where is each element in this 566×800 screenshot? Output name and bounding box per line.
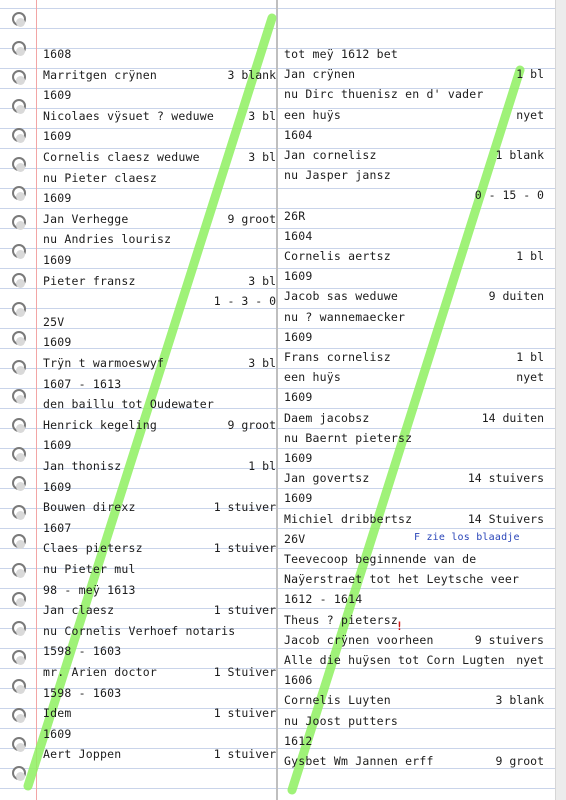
entry-text: Jan govertsz <box>284 471 370 486</box>
entry-amount: 14 Stuivers <box>467 511 544 526</box>
entry-amount: 3 bl <box>248 108 276 123</box>
entry-text: 1598 - 1603 <box>43 644 122 659</box>
entry-text: Jan claesz <box>43 603 115 618</box>
entry-amount: 1 bl <box>516 350 544 364</box>
entry-amount: 1 stuiver <box>213 706 276 721</box>
entry-text: 1612 <box>284 733 313 748</box>
entry-text: 1612 - 1614 <box>284 592 363 607</box>
entry-amount: 9 stuivers <box>474 632 544 647</box>
entry-amount: 9 duiten <box>488 289 544 304</box>
entry-text: Gysbet Wm Jannen erff <box>284 754 434 768</box>
entry-amount: 1 stuiver <box>213 500 276 515</box>
entry-text: 1609 <box>284 269 313 284</box>
entry-amount: 3 blank <box>495 693 544 708</box>
entry-text: 1609 <box>43 129 72 144</box>
entry-text: Jacob sas weduwe <box>284 289 398 304</box>
entry-text: nu Dirc thuenisz en d' vader <box>284 87 484 102</box>
entry-text: 25V <box>43 314 65 329</box>
entry-text: 1606 <box>284 673 313 688</box>
entry-amount: 9 groot <box>495 754 544 768</box>
entry-text: Nicolaes vÿsuet ? weduwe <box>43 108 214 123</box>
entry-text: een huÿs <box>284 107 341 122</box>
entry-amount: nyet <box>516 653 544 667</box>
entry-text: nu Pieter claesz <box>43 170 157 185</box>
entry-text: Aert Joppen <box>43 747 122 762</box>
entry-text: Idem <box>43 706 72 721</box>
entry-amount: 3 bl <box>248 273 276 288</box>
entry-text: 1609 <box>43 438 72 453</box>
entry-text: 1609 <box>284 451 313 465</box>
entry-text: 1609 <box>43 479 72 494</box>
entry-text: 26V <box>284 531 306 546</box>
entry-amount: 14 stuivers <box>467 471 544 486</box>
entry-amount: 1 blank <box>495 148 544 162</box>
entry-amount: 9 groot <box>227 211 276 226</box>
entry-text: Michiel dribbertsz <box>284 511 413 526</box>
entry-text: Jan cornelisz <box>284 148 377 162</box>
entry-text: Teevecoop beginnende van de <box>284 552 477 566</box>
entry-text: Cornelis Luyten <box>284 693 391 708</box>
entry-text: Daem jacobsz <box>284 410 370 425</box>
entry-amount: 1 bl <box>516 67 544 82</box>
entry-amount: 3 blank <box>227 67 276 82</box>
entry-text: Jan Verhegge <box>43 211 129 226</box>
entry-amount: 0 - 15 - 0 <box>474 188 544 203</box>
side-note-blue: F zie los blaadje <box>414 532 520 543</box>
entry-amount: 1 stuiver <box>213 747 276 762</box>
entry-text: Frans cornelisz <box>284 350 391 364</box>
entry-text: Theus ? pietersz <box>284 612 398 627</box>
entry-text: 1607 - 1613 <box>43 376 122 391</box>
entry-text: 1609 <box>284 491 313 506</box>
entry-text: Henrick kegeling <box>43 417 157 432</box>
entry-text: nu Joost putters <box>284 713 398 728</box>
entry-text: Jan thonisz <box>43 459 122 473</box>
entry-amount: 3 bl <box>248 356 276 370</box>
entry-text: 26R <box>284 208 306 223</box>
entry-amount: nyet <box>516 370 544 385</box>
entry-text: een huÿs <box>284 370 341 385</box>
entry-text: Marritgen crÿnen <box>43 67 157 82</box>
entry-text: 1609 <box>284 390 313 405</box>
entry-text: Jan crÿnen <box>284 67 356 82</box>
entry-text: nu Jasper jansz <box>284 168 391 183</box>
entry-text: 1609 <box>43 88 72 103</box>
entry-text: Alle die huÿsen tot Corn Lugten <box>284 653 505 667</box>
entry-amount: 1 stuiver <box>213 603 276 618</box>
entry-text: 1609 <box>284 329 313 344</box>
entry-amount: 1 bl <box>248 459 276 473</box>
exclamation-mark: ! <box>396 619 404 633</box>
entry-amount: 14 duiten <box>481 410 544 425</box>
entry-amount: 1 - 3 - 0 <box>213 294 276 309</box>
entry-text: 98 - meÿ 1613 <box>43 582 136 597</box>
entry-amount: 1 bl <box>516 249 544 263</box>
entry-text: den baillu tot Oudewater <box>43 397 214 412</box>
entry-text: nu Pieter mul <box>43 562 136 576</box>
entry-text: nu Baernt pietersz <box>284 430 413 445</box>
entry-text: 1598 - 1603 <box>43 685 122 700</box>
entry-text: 1609 <box>43 253 72 267</box>
entry-text: 1604 <box>284 228 313 243</box>
entry-text: Claes pietersz <box>43 541 143 556</box>
entry-amount: 3 bl <box>248 150 276 164</box>
entry-text: Jacob crÿnen voorheen <box>284 632 434 647</box>
entry-text: mr. Arien doctor <box>43 665 157 679</box>
entry-text: tot meÿ 1612 bet <box>284 47 398 61</box>
entry-text: Naÿerstraet tot het Leytsche veer <box>284 572 520 587</box>
entry-text: Cornelis aertsz <box>284 249 391 263</box>
entry-amount: nyet <box>516 107 544 122</box>
entry-text: Pieter fransz <box>43 273 136 288</box>
entry-text: 1607 <box>43 520 72 535</box>
entry-text: 1609 <box>43 726 72 741</box>
entry-text: Trÿn t warmoeswyf <box>43 356 165 370</box>
entry-text: nu Andries lourisz <box>43 232 172 247</box>
entry-text: 1604 <box>284 127 313 142</box>
entry-text: nu ? wannemaecker <box>284 309 406 324</box>
entry-text: 1608 <box>43 47 72 61</box>
entry-text: Bouwen direxz <box>43 500 136 515</box>
entry-text: 1609 <box>43 191 72 206</box>
entry-text: nu Cornelis Verhoef notaris <box>43 623 236 638</box>
entry-text: Cornelis claesz weduwe <box>43 150 200 164</box>
entry-amount: 9 groot <box>227 417 276 432</box>
entry-text: 1609 <box>43 335 72 350</box>
entry-amount: 1 stuiver <box>213 541 276 556</box>
entry-amount: 1 Stuiver <box>213 665 276 679</box>
